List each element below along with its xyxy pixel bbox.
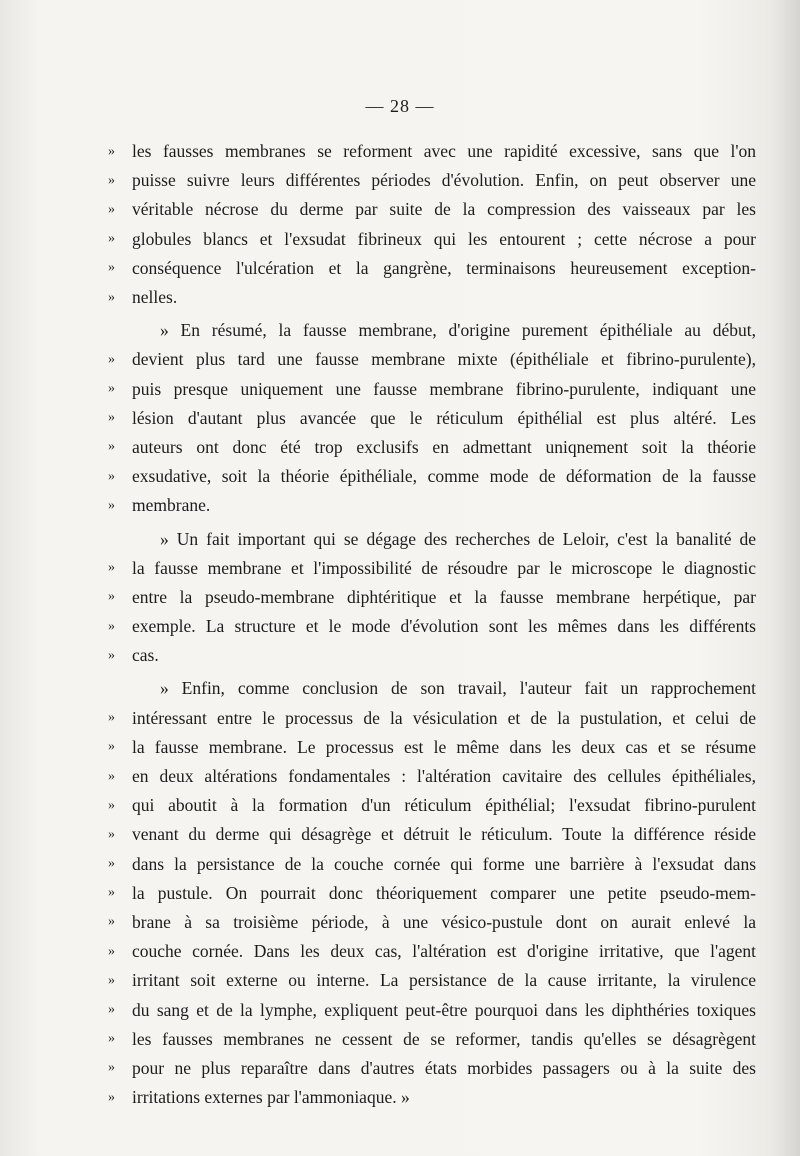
quote-mark: »: [108, 885, 115, 901]
line-text: auteurs ont donc été trop exclusifs en admettant uniqnement soit la théorie: [132, 436, 756, 457]
text-line: [108, 166, 756, 195]
text-line: [108, 433, 756, 462]
text-line: [108, 583, 756, 612]
line-text: la fausse membrane et l'impossibilité de résoudre par le microscope le diagnostic: [132, 557, 756, 578]
body-text: [108, 137, 756, 1112]
text-line: [108, 937, 756, 966]
quote-mark: »: [108, 943, 115, 959]
quote-mark: »: [108, 560, 115, 576]
line-text: exemple. La structure et le mode d'évolution sont les mêmes dans les différents: [132, 616, 756, 637]
quote-mark: »: [108, 143, 115, 159]
line-text: les fausses membranes se reforment avec une rapidité excessive, sans que l'on: [132, 141, 756, 162]
line-text: lésion d'autant plus avancée que le réticulum épithélial est plus altéré. Les: [132, 407, 756, 428]
line-text: conséquence l'ulcération et la gangrène, terminaisons heureusement exception-: [132, 257, 756, 278]
text-line: [108, 283, 756, 312]
line-text: couche cornée. Dans les deux cas, l'altération est d'origine irritative, que l'agent: [132, 941, 756, 962]
quote-mark: »: [108, 468, 115, 484]
quote-mark: »: [108, 1031, 115, 1047]
text-line: [108, 462, 756, 491]
text-line: [108, 195, 756, 224]
line-text: irritations externes par l'ammoniaque. »: [132, 1087, 410, 1108]
line-text: entre la pseudo-membrane diphtéritique et la fausse membrane herpétique, par: [132, 586, 756, 607]
line-text: cas.: [132, 645, 159, 666]
text-line: [108, 612, 756, 641]
text-line: [108, 995, 756, 1024]
line-text: la fausse membrane. Le processus est le même dans les deux cas et se résume: [132, 736, 756, 757]
quote-mark: »: [108, 1060, 115, 1076]
text-line: [108, 1025, 756, 1054]
text-line: [108, 704, 756, 733]
line-text: en deux altérations fondamentales : l'altération cavitaire des cellules épithéliales,: [132, 766, 756, 787]
text-line: [108, 908, 756, 937]
line-text: nelles.: [132, 287, 178, 308]
line-text: véritable nécrose du derme par suite de la compression des vaisseaux par les: [132, 199, 756, 220]
quote-mark: »: [108, 710, 115, 726]
text-line: [108, 1083, 756, 1112]
text-line: [108, 879, 756, 908]
text-line: [108, 966, 756, 995]
quote-mark: »: [108, 351, 115, 367]
quote-mark: »: [108, 972, 115, 988]
line-text: venant du derme qui désagrège et détruit le réticulum. Toute la différence réside: [132, 824, 756, 845]
quote-mark: »: [108, 1089, 115, 1105]
text-line: [108, 524, 756, 553]
quote-mark: »: [108, 289, 115, 305]
text-line: [108, 137, 756, 166]
quote-mark: »: [108, 201, 115, 217]
text-line: [108, 791, 756, 820]
text-line: [108, 254, 756, 283]
line-text: » Un fait important qui se dégage des recherches de Leloir, c'est la banalité de: [160, 528, 756, 549]
line-text: la pustule. On pourrait donc théoriquement comparer une petite pseudo-mem-: [132, 882, 756, 903]
text-line: [108, 733, 756, 762]
text-line: [108, 316, 756, 345]
quote-mark: »: [108, 231, 115, 247]
quote-mark: »: [108, 739, 115, 755]
line-text: dans la persistance de la couche cornée qui forme une barrière à l'exsudat dans: [132, 853, 756, 874]
line-text: puisse suivre leurs différentes périodes d'évolution. Enfin, on peut observer une: [132, 170, 756, 191]
text-line: [108, 820, 756, 849]
line-text: globules blancs et l'exsudat fibrineux qui les entourent ; cette nécrose a pour: [132, 228, 756, 249]
quote-mark: »: [108, 410, 115, 426]
quote-mark: »: [108, 826, 115, 842]
quote-mark: »: [108, 589, 115, 605]
line-text: les fausses membranes ne cessent de se reformer, tandis qu'elles se désagrègent: [132, 1028, 756, 1049]
text-line: [108, 554, 756, 583]
quote-mark: »: [108, 1002, 115, 1018]
quote-mark: »: [108, 768, 115, 784]
text-line: [108, 375, 756, 404]
line-text: » En résumé, la fausse membrane, d'origine purement épithéliale au début,: [160, 320, 756, 341]
line-text: pour ne plus reparaître dans d'autres états morbides passagers ou à la suite des: [132, 1057, 756, 1078]
quote-mark: »: [108, 856, 115, 872]
line-text: exsudative, soit la théorie épithéliale, comme mode de déformation de la fausse: [132, 466, 756, 487]
quote-mark: »: [108, 260, 115, 276]
line-text: irritant soit externe ou interne. La persistance de la cause irritante, la virulence: [132, 970, 756, 991]
page-number: — 28 —: [365, 96, 435, 116]
text-line: [108, 225, 756, 254]
quote-mark: »: [108, 797, 115, 813]
text-line: [108, 491, 756, 520]
line-text: intéressant entre le processus de la vésiculation et de la pustulation, et celui de: [132, 707, 756, 728]
quote-mark: »: [108, 381, 115, 397]
line-text: qui aboutit à la formation d'un réticulum épithélial; l'exsudat fibrino-purulent: [132, 795, 756, 816]
line-text: devient plus tard une fausse membrane mixte (épithéliale et fibrino-purulente),: [132, 349, 756, 370]
line-text: puis presque uniquement une fausse membrane fibrino-purulente, indiquant une: [132, 378, 756, 399]
quote-mark: »: [108, 497, 115, 513]
line-text: membrane.: [132, 495, 211, 516]
text-line: [108, 404, 756, 433]
quote-mark: »: [108, 647, 115, 663]
text-line: [108, 674, 756, 703]
text-line: [108, 345, 756, 374]
quote-mark: »: [108, 439, 115, 455]
line-text: du sang et de la lymphe, expliquent peut-être pourquoi dans les diphthéries toxiques: [132, 999, 756, 1020]
line-text: brane à sa troisième période, à une vésico-pustule dont on aurait enlevé la: [132, 911, 756, 932]
quote-mark: »: [108, 172, 115, 188]
text-line: [108, 850, 756, 879]
quote-mark: »: [108, 914, 115, 930]
text-line: [108, 1054, 756, 1083]
line-text: » Enfin, comme conclusion de son travail, l'auteur fait un rapprochement: [160, 678, 756, 699]
text-line: [108, 641, 756, 670]
text-line: [108, 762, 756, 791]
quote-mark: »: [108, 618, 115, 634]
